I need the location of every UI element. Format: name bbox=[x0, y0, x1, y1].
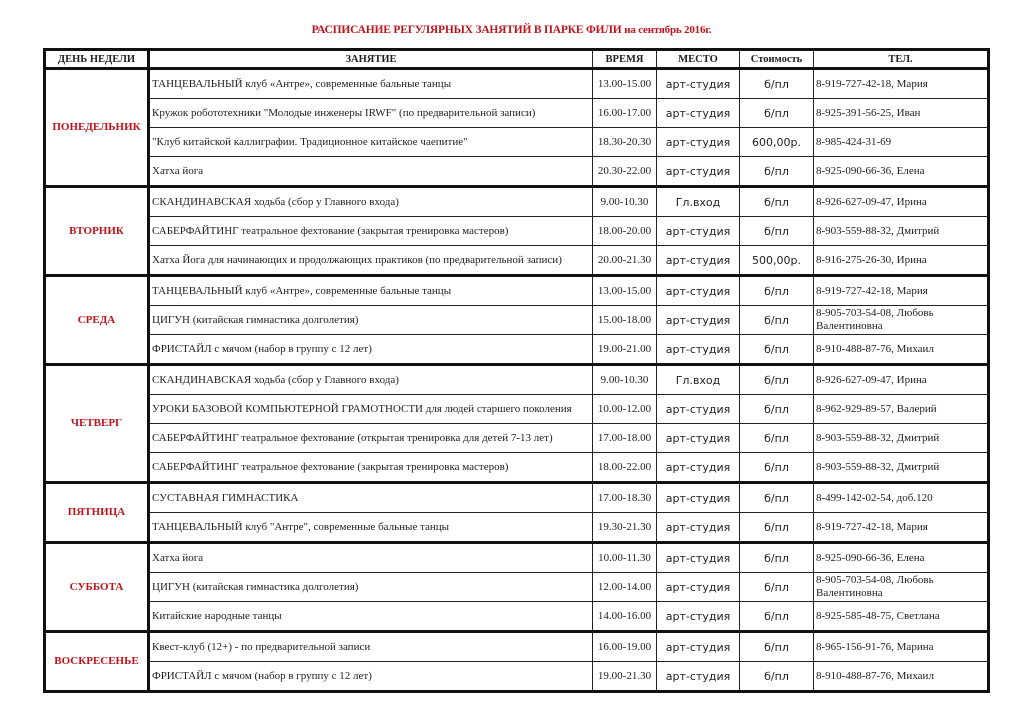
activity-cell: САБЕРФАЙТИНГ театральное фехтование (закрытая тренировка мастеров) bbox=[149, 217, 593, 246]
tel-cell: 8-925-585-48-75, Светлана bbox=[814, 602, 989, 632]
activity-cell: Китайские народные танцы bbox=[149, 602, 593, 632]
activity-cell: ТАНЦЕВАЛЬНЫЙ клуб «Антре», современные бальные танцы bbox=[149, 276, 593, 306]
tel-cell: 8-925-090-66-36, Елена bbox=[814, 543, 989, 573]
place-cell: Гл.вход bbox=[657, 187, 740, 217]
cost-cell: б/пл bbox=[740, 335, 814, 365]
place-cell: арт-студия bbox=[657, 128, 740, 157]
time-cell: 19.30-21.30 bbox=[593, 513, 657, 543]
table-row bbox=[45, 483, 989, 513]
place-cell: арт-студия bbox=[657, 99, 740, 128]
time-cell: 18.00-20.00 bbox=[593, 217, 657, 246]
activity-cell: ТАНЦЕВАЛЬНЫЙ клуб «Антре», современные бальные танцы bbox=[149, 69, 593, 99]
table-row bbox=[45, 246, 989, 276]
time-cell: 17.00-18.00 bbox=[593, 424, 657, 453]
header-cost: Стоимость bbox=[740, 50, 814, 69]
cost-cell: б/пл bbox=[740, 395, 814, 424]
cost-cell: б/пл bbox=[740, 573, 814, 602]
tel-cell: 8-919-727-42-18, Мария bbox=[814, 513, 989, 543]
tel-cell: 8-903-559-88-32, Дмитрий bbox=[814, 424, 989, 453]
cost-cell: б/пл bbox=[740, 543, 814, 573]
time-cell: 16.00-19.00 bbox=[593, 632, 657, 662]
table-row bbox=[45, 453, 989, 483]
table-row bbox=[45, 99, 989, 128]
place-cell: арт-студия bbox=[657, 306, 740, 335]
time-cell: 19.00-21.30 bbox=[593, 662, 657, 692]
header-activity: ЗАНЯТИЕ bbox=[149, 50, 593, 69]
day-cell: ЧЕТВЕРГ bbox=[45, 365, 149, 483]
table-row bbox=[45, 513, 989, 543]
tel-cell: 8-905-703-54-08, Любовь Валентиновна bbox=[814, 306, 989, 335]
place-cell: арт-студия bbox=[657, 543, 740, 573]
table-row bbox=[45, 602, 989, 632]
header-day: ДЕНЬ НЕДЕЛИ bbox=[45, 50, 149, 69]
cost-cell: б/пл bbox=[740, 483, 814, 513]
activity-cell: ФРИСТАЙЛ с мячом (набор в группу с 12 лет) bbox=[149, 662, 593, 692]
header-time: ВРЕМЯ bbox=[593, 50, 657, 69]
table-row bbox=[45, 573, 989, 602]
activity-cell: САБЕРФАЙТИНГ театральное фехтование (открытая тренировка для детей 7-13 лет) bbox=[149, 424, 593, 453]
time-cell: 13.00-15.00 bbox=[593, 276, 657, 306]
tel-cell: 8-962-929-89-57, Валерий bbox=[814, 395, 989, 424]
place-cell: арт-студия bbox=[657, 573, 740, 602]
time-cell: 9.00-10.30 bbox=[593, 187, 657, 217]
activity-cell: УРОКИ БАЗОВОЙ КОМПЬЮТЕРНОЙ ГРАМОТНОСТИ для людей старшего поколения bbox=[149, 395, 593, 424]
activity-cell: Хатха Йога для начинающих и продолжающих практиков (по предварительной записи) bbox=[149, 246, 593, 276]
tel-cell: 8-919-727-42-18, Мария bbox=[814, 276, 989, 306]
cost-cell: б/пл bbox=[740, 662, 814, 692]
activity-cell: ЦИГУН (китайская гимнастика долголетия) bbox=[149, 306, 593, 335]
tel-cell: 8-499-142-02-54, доб.120 bbox=[814, 483, 989, 513]
page-title bbox=[0, 24, 1023, 36]
time-cell: 16.00-17.00 bbox=[593, 99, 657, 128]
table-row bbox=[45, 335, 989, 365]
tel-cell: 8-903-559-88-32, Дмитрий bbox=[814, 453, 989, 483]
table-row bbox=[45, 276, 989, 306]
cost-cell: 600,00р. bbox=[740, 128, 814, 157]
place-cell: арт-студия bbox=[657, 335, 740, 365]
place-cell: арт-студия bbox=[657, 217, 740, 246]
table-row bbox=[45, 424, 989, 453]
time-cell: 20.30-22.00 bbox=[593, 157, 657, 187]
place-cell: арт-студия bbox=[657, 453, 740, 483]
tel-cell: 8-910-488-87-76, Михаил bbox=[814, 335, 989, 365]
activity-cell: САБЕРФАЙТИНГ театральное фехтование (закрытая тренировка мастеров) bbox=[149, 453, 593, 483]
cost-cell: б/пл bbox=[740, 453, 814, 483]
header-tel: ТЕЛ. bbox=[814, 50, 989, 69]
time-cell: 10.00-12.00 bbox=[593, 395, 657, 424]
table-row bbox=[45, 306, 989, 335]
day-cell: СРЕДА bbox=[45, 276, 149, 365]
day-cell: ПЯТНИЦА bbox=[45, 483, 149, 543]
place-cell: арт-студия bbox=[657, 246, 740, 276]
title-main: РАСПИСАНИЕ РЕГУЛЯРНЫХ ЗАНЯТИЙ В ПАРКЕ ФИЛИ bbox=[311, 24, 622, 36]
day-cell: ВОСКРЕСЕНЬЕ bbox=[45, 632, 149, 692]
time-cell: 20.00-21.30 bbox=[593, 246, 657, 276]
tel-cell: 8-910-488-87-76, Михаил bbox=[814, 662, 989, 692]
cost-cell: б/пл bbox=[740, 306, 814, 335]
tel-cell: 8-965-156-91-76, Марина bbox=[814, 632, 989, 662]
place-cell: арт-студия bbox=[657, 157, 740, 187]
tel-cell: 8-926-627-09-47, Ирина bbox=[814, 187, 989, 217]
cost-cell: б/пл bbox=[740, 217, 814, 246]
time-cell: 12.00-14.00 bbox=[593, 573, 657, 602]
place-cell: Гл.вход bbox=[657, 365, 740, 395]
time-cell: 17.00-18.30 bbox=[593, 483, 657, 513]
activity-cell: Квест-клуб (12+) - по предварительной записи bbox=[149, 632, 593, 662]
day-cell: ВТОРНИК bbox=[45, 187, 149, 276]
place-cell: арт-студия bbox=[657, 632, 740, 662]
cost-cell: б/пл bbox=[740, 276, 814, 306]
place-cell: арт-студия bbox=[657, 662, 740, 692]
cost-cell: б/пл bbox=[740, 69, 814, 99]
table-row bbox=[45, 632, 989, 662]
tel-cell: 8-905-703-54-08, Любовь Валентиновна bbox=[814, 573, 989, 602]
cost-cell: б/пл bbox=[740, 632, 814, 662]
cost-cell: б/пл bbox=[740, 187, 814, 217]
activity-cell: "Клуб китайской каллиграфии. Традиционное китайское чаепитие" bbox=[149, 128, 593, 157]
cost-cell: б/пл bbox=[740, 513, 814, 543]
table-row bbox=[45, 187, 989, 217]
day-cell: ПОНЕДЕЛЬНИК bbox=[45, 69, 149, 187]
tel-cell: 8-925-391-56-25, Иван bbox=[814, 99, 989, 128]
activity-cell: СКАНДИНАВСКАЯ ходьба (сбор у Главного входа) bbox=[149, 187, 593, 217]
activity-cell: Кружок робототехники "Молодые инженеры IRWF" (по предварительной записи) bbox=[149, 99, 593, 128]
time-cell: 18.00-22.00 bbox=[593, 453, 657, 483]
schedule-body bbox=[45, 69, 989, 692]
place-cell: арт-студия bbox=[657, 602, 740, 632]
activity-cell: Хатха йога bbox=[149, 157, 593, 187]
day-cell: СУББОТА bbox=[45, 543, 149, 632]
table-header-row bbox=[45, 50, 989, 69]
time-cell: 15.00-18.00 bbox=[593, 306, 657, 335]
tel-cell: 8-903-559-88-32, Дмитрий bbox=[814, 217, 989, 246]
time-cell: 18.30-20.30 bbox=[593, 128, 657, 157]
place-cell: арт-студия bbox=[657, 395, 740, 424]
table-row bbox=[45, 157, 989, 187]
time-cell: 13.00-15.00 bbox=[593, 69, 657, 99]
table-row bbox=[45, 128, 989, 157]
cost-cell: б/пл bbox=[740, 365, 814, 395]
cost-cell: б/пл bbox=[740, 424, 814, 453]
table-row bbox=[45, 365, 989, 395]
cost-cell: 500,00р. bbox=[740, 246, 814, 276]
tel-cell: 8-985-424-31-69 bbox=[814, 128, 989, 157]
time-cell: 19.00-21.00 bbox=[593, 335, 657, 365]
activity-cell: ТАНЦЕВАЛЬНЫЙ клуб "Антре", современные бальные танцы bbox=[149, 513, 593, 543]
time-cell: 14.00-16.00 bbox=[593, 602, 657, 632]
table-row bbox=[45, 662, 989, 692]
activity-cell: ФРИСТАЙЛ с мячом (набор в группу с 12 лет) bbox=[149, 335, 593, 365]
time-cell: 9.00-10.30 bbox=[593, 365, 657, 395]
table-row bbox=[45, 395, 989, 424]
place-cell: арт-студия bbox=[657, 276, 740, 306]
tel-cell: 8-919-727-42-18, Мария bbox=[814, 69, 989, 99]
cost-cell: б/пл bbox=[740, 602, 814, 632]
place-cell: арт-студия bbox=[657, 513, 740, 543]
place-cell: арт-студия bbox=[657, 483, 740, 513]
tel-cell: 8-925-090-66-36, Елена bbox=[814, 157, 989, 187]
table-row bbox=[45, 217, 989, 246]
time-cell: 10.00-11.30 bbox=[593, 543, 657, 573]
header-place: МЕСТО bbox=[657, 50, 740, 69]
tel-cell: 8-916-275-26-30, Ирина bbox=[814, 246, 989, 276]
activity-cell: СУСТАВНАЯ ГИМНАСТИКА bbox=[149, 483, 593, 513]
cost-cell: б/пл bbox=[740, 99, 814, 128]
place-cell: арт-студия bbox=[657, 424, 740, 453]
place-cell: арт-студия bbox=[657, 69, 740, 99]
cost-cell: б/пл bbox=[740, 157, 814, 187]
title-sub: на сентябрь 2016г. bbox=[624, 24, 712, 36]
table-row bbox=[45, 543, 989, 573]
tel-cell: 8-926-627-09-47, Ирина bbox=[814, 365, 989, 395]
schedule-table bbox=[43, 48, 990, 693]
activity-cell: ЦИГУН (китайская гимнастика долголетия) bbox=[149, 573, 593, 602]
activity-cell: Хатха йога bbox=[149, 543, 593, 573]
activity-cell: СКАНДИНАВСКАЯ ходьба (сбор у Главного входа) bbox=[149, 365, 593, 395]
table-row bbox=[45, 69, 989, 99]
